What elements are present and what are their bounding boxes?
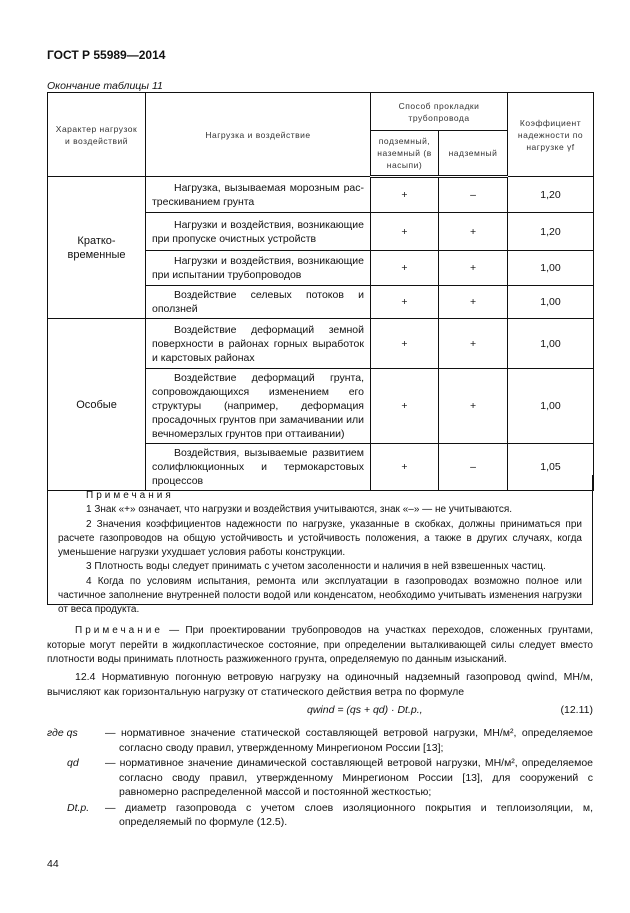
note-item: 3 Плотность воды следует принимать с учетом засоленности и наличия в ней взвешенных частиц.	[86, 561, 546, 573]
coefficient-cell: 1,00	[508, 251, 594, 286]
header-aboveground: надземный	[439, 131, 508, 177]
underground-cell: +	[371, 251, 439, 286]
coefficient-cell: 1,20	[508, 177, 594, 213]
definitions-list	[47, 726, 593, 831]
definition-item	[47, 726, 593, 755]
definition-item	[47, 756, 593, 800]
definition-text: — нормативное значение статической составляющей ветровой нагрузки, МН/м², определяемое согласно своду правил, утвержденному Минрегионом России [13];	[105, 727, 593, 754]
paragraph-text: 12.4 Нормативную погонную ветровую нагрузку на одиночный надземный газопровод qwind, МН/м, вычисляют как горизонтальную нагрузку от статического действия ветра по формуле	[47, 671, 593, 698]
aboveground-cell: +	[439, 319, 508, 369]
header-underground: подземный, наземный (в насыпи)	[371, 131, 439, 177]
load-cell: Воздействие селевых потоков и оползней	[146, 286, 371, 319]
underground-cell: +	[371, 369, 439, 444]
aboveground-cell: +	[439, 286, 508, 319]
document-header: ГОСТ Р 55989—2014	[47, 48, 166, 62]
underground-cell: +	[371, 286, 439, 319]
aboveground-cell: +	[439, 213, 508, 251]
note-label: Примечание	[75, 625, 163, 636]
underground-cell: +	[371, 319, 439, 369]
header-load-character: Характер нагрузок и воздействий	[48, 93, 146, 177]
definition-symbol: где qs	[47, 727, 78, 739]
group-special: Особые	[48, 319, 146, 491]
definition-symbol: qd	[67, 757, 79, 769]
note-item: 1 Знак «+» означает, что нагрузки и воздействия учитываются, знак «–» — не учитываются.	[86, 504, 513, 516]
notes-title: Примечания	[86, 490, 174, 501]
load-cell: Воздействие деформаций земной поверхности в районах горных выработок и карстовых районах	[146, 319, 371, 369]
table-notes	[47, 475, 593, 616]
load-cell: Нагрузка, вызываемая морозным рас-трескиванием грунта	[146, 177, 371, 213]
note-text: — При проектировании трубопроводов на участках переходов, сложенных грунтами, которые могут перейти в жидкопластическое состояние, при определении выталкивающей силы следует вместо плотности воды принимать плотность разжиженного грунта, определяемую по данным изысканий.	[47, 625, 593, 665]
note-item: 2 Значения коэффициентов надежности по нагрузке, указанные в скобках, должны приниматься при расчете газопроводов на общую устойчивость и устойчивость положения, а также в других случаях, когда уменьшение нагрузки ухудшает условия работы конструкции.	[58, 518, 582, 559]
table-caption: Окончание таблицы 11	[47, 80, 163, 92]
definition-text: — диаметр газопровода с учетом слоев изоляционного покрытия и теплоизоляции, м, определяемый по формуле (12.5).	[105, 801, 593, 828]
coefficient-cell: 1,05	[508, 444, 594, 491]
paragraph-12-4	[47, 670, 593, 699]
aboveground-cell: +	[439, 369, 508, 444]
header-coefficient: Коэффициент надежности по нагрузке γf	[508, 93, 594, 177]
note-paragraph	[47, 624, 593, 668]
group-short-term: Кратко-временные	[48, 177, 146, 319]
table-row	[48, 319, 594, 369]
page-number: 44	[47, 858, 59, 870]
load-cell: Нагрузки и воздействия, возникающие при испытании трубопроводов	[146, 251, 371, 286]
definition-symbol: Dt.p.	[67, 801, 90, 814]
underground-cell: +	[371, 444, 439, 491]
table-row	[48, 177, 594, 213]
loads-table	[47, 92, 594, 491]
underground-cell: +	[371, 213, 439, 251]
definition-text: — нормативное значение динамической составляющей ветровой нагрузки, МН/м², определяемое согласно своду правил, утвержденному Минрегионом России [13], для сооружений с равномерно распределенной массой и постоянной жесткостью;	[105, 757, 593, 798]
coefficient-cell: 1,20	[508, 213, 594, 251]
aboveground-cell: –	[439, 177, 508, 213]
load-cell: Воздействие деформаций грунта, сопровождающихся изменением его структуры (например, деформация просадочных грунтов при замачивании или вечномерзлых грунтов при оттаивании)	[146, 369, 371, 444]
coefficient-cell: 1,00	[508, 319, 594, 369]
formula-number: (12.11)	[560, 704, 593, 716]
definition-item	[47, 801, 593, 830]
header-load: Нагрузка и воздействие	[146, 93, 371, 177]
formula-expression: qwind = (qs + qd) · Dt.p.,	[307, 704, 423, 716]
coefficient-cell: 1,00	[508, 369, 594, 444]
load-cell: Воздействия, вызываемые развитием солифлюкционных и термокарстовых процессов	[146, 444, 371, 491]
aboveground-cell: –	[439, 444, 508, 491]
note-item: 4 Когда по условиям испытания, ремонта или эксплуатации в газопроводах возможно полное или частичное заполнение внутренней полости водой или конденсатом, необходимо учитывать изменения нагрузки от веса продукта.	[58, 575, 582, 616]
load-cell: Нагрузки и воздействия, возникающие при пропуске очистных устройств	[146, 213, 371, 251]
header-laying-method: Способ прокладки трубопровода	[371, 93, 508, 131]
coefficient-cell: 1,00	[508, 286, 594, 319]
underground-cell: +	[371, 177, 439, 213]
aboveground-cell: +	[439, 251, 508, 286]
